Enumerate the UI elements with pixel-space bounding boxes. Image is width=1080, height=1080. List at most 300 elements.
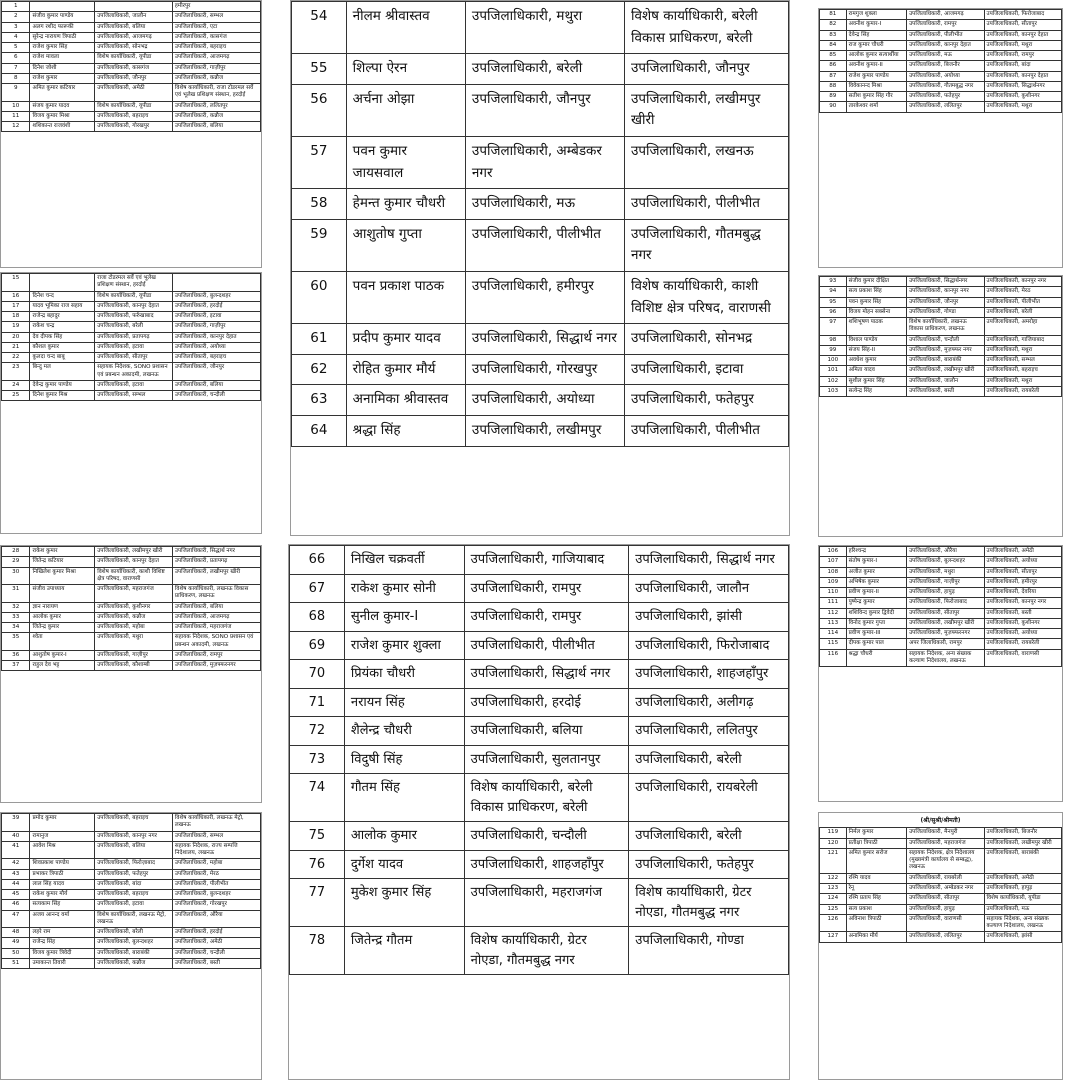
table-row (820, 848, 1062, 873)
new-posting: उपजिलाधिकारी, कन्नौज (172, 73, 260, 83)
serial-number: 4 (2, 32, 30, 42)
new-posting: उपजिलाधिकारी, गोण्डा (629, 927, 789, 975)
serial-number: 111 (820, 598, 847, 608)
current-posting: उपजिलाधिकारी, सिद्धार्थनगर (907, 277, 984, 287)
table-row (2, 910, 261, 928)
new-posting: विशेष कार्याधिकारी, ग्रेटर नोएडा, गौतमबुद्ध नगर (629, 879, 789, 927)
officer-name: राहुल देव भट्ट (30, 661, 95, 671)
table-row (2, 322, 261, 332)
table-row (820, 608, 1062, 618)
new-posting: उपजिलाधिकारी, सीतापुर (984, 567, 1061, 577)
current-posting: उपजिलाधिकारी, पीलीभीत (465, 219, 624, 271)
new-posting: उपजिलाधिकारी, चन्दौली (172, 948, 260, 958)
serial-number: 10 (2, 101, 30, 111)
serial-number: 51 (2, 958, 30, 968)
serial-number: 44 (2, 879, 30, 889)
serial-number: 119 (820, 828, 847, 838)
serial-number: 76 (290, 850, 345, 879)
new-posting: उपजिलाधिकारी, कासगंज (172, 32, 260, 42)
serial-number: 37 (2, 661, 30, 671)
table-row (292, 385, 789, 416)
table-row (2, 274, 261, 292)
serial-number: 115 (820, 639, 847, 649)
officer-name: आलोक कुमार (344, 822, 464, 851)
serial-number: 88 (820, 81, 847, 91)
current-posting: उपजिलाधिकारी, बिजनौर (907, 61, 984, 71)
serial-number: 8 (2, 73, 30, 83)
current-posting: उपजिलाधिकारी, सीतापुर (907, 894, 984, 904)
table-row (2, 332, 261, 342)
current-posting: उपजिलाधिकारी, मुज़फ्फर नगर (907, 345, 984, 355)
new-posting: उपजिलाधिकारी, बलिया (172, 602, 260, 612)
panel-8 (818, 275, 1063, 537)
current-posting: उपजिलाधिकारी, महोबा (95, 623, 173, 633)
officer-name: जितेन्द्र गौतम (344, 927, 464, 975)
new-posting: उपजिलाधिकारी, मेरठ (984, 287, 1061, 297)
new-posting: उपजिलाधिकारी, अमेठी (172, 938, 260, 948)
serial-number: 32 (2, 602, 30, 612)
table-row (2, 291, 261, 301)
current-posting: उपजिलाधिकारी, लखीमपुर खीरी (907, 366, 984, 376)
table-row (2, 111, 261, 121)
officer-name: शिल्पा ऐरन (346, 54, 465, 85)
table-row (292, 415, 789, 446)
serial-number: 100 (820, 356, 847, 366)
officer-name: पुष्पेन्द्र कुमार (846, 598, 907, 608)
officer-name: बिन्दु मल (30, 363, 95, 381)
serial-number: 125 (820, 904, 847, 914)
new-posting: उपजिलाधिकारी, बाराबंकी (984, 848, 1061, 873)
serial-number: 30 (2, 567, 30, 585)
table-row (290, 603, 789, 632)
table-row (820, 588, 1062, 598)
officer-name: दुर्गेश यादव (344, 850, 464, 879)
table-row (2, 301, 261, 311)
table-row (820, 618, 1062, 628)
table-row (820, 81, 1062, 91)
officer-name: संतोष कुमार-I (846, 557, 907, 567)
new-posting: उपजिलाधिकारी, बस्ती (984, 608, 1061, 618)
table-row (2, 557, 261, 567)
current-posting: उपजिलाधिकारी, सिद्धार्थ नगर (465, 324, 624, 355)
officer-name: संजय सिंह-II (846, 345, 907, 355)
table-row (820, 557, 1062, 567)
current-posting: उपजिलाधिकारी, कानपुर देहात (95, 301, 173, 311)
current-posting: उपजिलाधिकारी, शाहजहाँपुर (464, 850, 629, 879)
new-posting: उपजिलाधिकारी, अमेठी (984, 873, 1061, 883)
officer-name (30, 2, 95, 12)
table-row (2, 380, 261, 390)
table-row (2, 633, 261, 651)
officer-name: प्रवीण कुमार-II (846, 588, 907, 598)
officer-name: आशुतोष कुमार-I (30, 650, 95, 660)
table-row (2, 342, 261, 352)
serial-number: 23 (2, 363, 30, 381)
officer-name: सतीश कुमार सिंह गौर (846, 92, 907, 102)
serial-number: 54 (292, 2, 347, 54)
officer-name: राजेन्द्र बहादुर (30, 312, 95, 322)
current-posting: उपजिलाधिकारी, अयोध्या (465, 385, 624, 416)
new-posting: उपजिलाधिकारी, सोनभद्र (624, 324, 788, 355)
current-posting: उपजिलाधिकारी, गाजियाबाद (464, 546, 629, 575)
officer-name: निखिल चक्रवर्ती (344, 546, 464, 575)
officer-name: रामगुज शुक्ला (846, 10, 907, 20)
serial-number: 112 (820, 608, 847, 618)
serial-number: 93 (820, 277, 847, 287)
officer-name: प्रतीक्षा त्रिपाठी (846, 838, 907, 848)
current-posting: उपजिलाधिकारी, बरेली (465, 54, 624, 85)
table-row (2, 12, 261, 22)
officer-name: आवेश मिश्र (30, 841, 95, 859)
new-posting: उपजिलाधिकारी, बिजनौर (984, 828, 1061, 838)
table-row (820, 883, 1062, 893)
new-posting: उपजिलाधिकारी, रामपुर (984, 51, 1061, 61)
new-posting: उपजिलाधिकारी, पीलीभीत (984, 297, 1061, 307)
current-posting: उपजिलाधिकारी, लखीमपुर (465, 415, 624, 446)
serial-number: 35 (2, 633, 30, 651)
new-posting: उपजिलाधिकारी, लखीमपुर खीरी (172, 567, 260, 585)
new-posting: उपजिलाधिकारी, सम्भल (172, 12, 260, 22)
new-posting: उपजिलाधिकारी, बलिया (172, 122, 260, 132)
transfer-table (1, 1, 261, 132)
current-posting: उपजिलाधिकारी, रामपुर (464, 603, 629, 632)
table-row (2, 948, 261, 958)
table-row (820, 904, 1062, 914)
current-posting: उपजिलाधिकारी, सम्भल (95, 391, 173, 401)
officer-name: विजय कुमार त्रिवेदी (30, 948, 95, 958)
current-posting: उपजिलाधिकारी, आजमगढ़ (907, 10, 984, 20)
table-row (820, 277, 1062, 287)
new-posting: उपजिलाधिकारी, कानपुर देहात (984, 30, 1061, 40)
current-posting: उपजिलाधिकारी, इटावा (95, 342, 173, 352)
new-posting: उपजिलाधिकारी, हापुड़ (984, 883, 1061, 893)
officer-name: राजेन्द्र सिंह (30, 938, 95, 948)
new-posting: उपजिलाधिकारी, अमेठी (984, 547, 1061, 557)
new-posting: उपजिलाधिकारी, कानपुर देहात (172, 332, 260, 342)
serial-number: 86 (820, 61, 847, 71)
serial-number: 81 (820, 10, 847, 20)
current-posting: उपजिलाधिकारी, अयोध्या (907, 71, 984, 81)
new-posting: विशेष कार्याधिकारी, बरेली विकास प्राधिकरण, बरेली (624, 2, 788, 54)
panel-10 (818, 812, 1063, 1080)
current-posting: उपजिलाधिकारी, चन्दौली (907, 335, 984, 345)
table-row (820, 567, 1062, 577)
serial-number: 78 (290, 927, 345, 975)
current-posting: उपजिलाधिकारी, जालौन (907, 376, 984, 386)
officer-name: सत्य प्रकाश (846, 904, 907, 914)
table-row (290, 774, 789, 822)
table-row (820, 10, 1062, 20)
new-posting: उपजिलाधिकारी, बहराइच (984, 366, 1061, 376)
new-posting: उपजिलाधिकारी, औरैया (172, 910, 260, 928)
new-posting: उपजिलाधिकारी, फिरोजाबाद (629, 631, 789, 660)
new-posting: उपजिलाधिकारी, इटावा (624, 354, 788, 385)
current-posting: उपजिलाधिकारी, ललितपुर (907, 102, 984, 112)
serial-number: 45 (2, 890, 30, 900)
new-posting: उपजिलाधिकारी, झांसी (629, 603, 789, 632)
table-row (290, 631, 789, 660)
current-posting: विशेष कार्याधिकारी, यूपीडा (95, 291, 173, 301)
serial-number: 72 (290, 717, 345, 746)
current-posting: उपजिलाधिकारी, प्रतापगढ़ (95, 332, 173, 342)
officer-name: अभिषेक कुमार (846, 577, 907, 587)
table-row (2, 928, 261, 938)
current-posting: उपजिलाधिकारी, हापुड़ (907, 904, 984, 914)
current-posting: अपर जिलाधिकारी, रामपुर (907, 639, 984, 649)
officer-name: सत्य प्रकाश सिंह (846, 287, 907, 297)
current-posting: विशेष कार्याधिकारी, लखनऊ मेट्रो, लखनऊ (95, 910, 173, 928)
officer-name: लहरे राम (30, 928, 95, 938)
current-posting: उपजिलाधिकारी, गाज़ीपुर (95, 650, 173, 660)
serial-number: 59 (292, 219, 347, 271)
panel-2 (0, 272, 262, 534)
officer-name: दीपक कुमार पाल (846, 639, 907, 649)
serial-number: 89 (820, 92, 847, 102)
table-row (2, 831, 261, 841)
current-posting: उपजिलाधिकारी, जौनपुर (465, 84, 624, 136)
serial-number: 36 (2, 650, 30, 660)
table-row (820, 914, 1062, 932)
officer-name: हरिश्चन्द्र (846, 547, 907, 557)
current-posting: उपजिलाधिकारी, बुलन्दशहर (95, 938, 173, 948)
panel-3 (0, 545, 262, 803)
new-posting: उपजिलाधिकारी, फतेहपुर (629, 850, 789, 879)
table-row (820, 92, 1062, 102)
serial-number: 31 (2, 585, 30, 603)
serial-number: 116 (820, 649, 847, 667)
officer-name: दिनेश कुमार मिश्र (30, 391, 95, 401)
table-row (2, 63, 261, 73)
table-row (2, 32, 261, 42)
current-posting: उपजिलाधिकारी, बांदा (95, 879, 173, 889)
serial-number: 120 (820, 838, 847, 848)
serial-number: 73 (290, 745, 345, 774)
serial-number: 46 (2, 900, 30, 910)
current-posting: उपजिलाधिकारी, लखीमपुर खीरी (907, 618, 984, 628)
current-posting: विशेष कार्याधिकारी, बरेली विकास प्राधिकरण, बरेली (464, 774, 629, 822)
officer-name: अमिता यादव (846, 366, 907, 376)
table-row (290, 660, 789, 689)
current-posting: उपजिलाधिकारी, बाराबंकी (907, 356, 984, 366)
current-posting: विशेष कार्याधिकारी, ग्रेटर नोएडा, गौतमबुद्ध नगर (464, 927, 629, 975)
current-posting: उपजिलाधिकारी, महराजगंज (464, 879, 629, 927)
new-posting: विशेष कार्याधिकारी, यूपीडा (984, 894, 1061, 904)
table-row (820, 598, 1062, 608)
current-posting: उपजिलाधिकारी, मथुरा (465, 2, 624, 54)
new-posting: उपजिलाधिकारी, जालौन (629, 574, 789, 603)
table-row (2, 84, 261, 102)
serial-number: 69 (290, 631, 345, 660)
current-posting: उपजिलाधिकारी, फतेहपुर (907, 92, 984, 102)
table-row (820, 318, 1062, 336)
new-posting: उपजिलाधिकारी, मुज़फ्फरनगर (172, 661, 260, 671)
officer-name: रश्मि प्रताप सिंह (846, 894, 907, 904)
officer-name: राजेश कुमार सिंह (30, 43, 95, 53)
new-posting: उपजिलाधिकारी, बुलन्दशहर (172, 890, 260, 900)
officer-name: शशिकान्त राजवंशी (30, 122, 95, 132)
table-row (820, 61, 1062, 71)
current-posting: उपजिलाधिकारी, ललितपुर (907, 932, 984, 942)
new-posting: उपजिलाधिकारी, लखनऊ (624, 136, 788, 188)
officer-name: संजीव उपाध्याय (30, 585, 95, 603)
officer-name: तारकेश्वर शर्मा (846, 102, 907, 112)
current-posting: उपजिलाधिकारी, मऊ (907, 51, 984, 61)
officer-name: शिवप्रकाश पाण्डेय (30, 859, 95, 869)
serial-number: 107 (820, 557, 847, 567)
table-row (820, 366, 1062, 376)
transfer-table (1, 273, 261, 401)
new-posting: विशेष कार्याधिकारी, राजा टोडरमल सर्वे एवं भूलेख प्रशिक्षण संस्थान, हरदोई (172, 84, 260, 102)
panel-5 (290, 0, 790, 536)
serial-number: 75 (290, 822, 345, 851)
current-posting: उपजिलाधिकारी, बहराइच (95, 814, 173, 832)
serial-number: 96 (820, 307, 847, 317)
new-posting: उपजिलाधिकारी, लखीमपुर खीरी (624, 84, 788, 136)
new-posting: हमीरपुर (172, 2, 260, 12)
officer-name (30, 274, 95, 292)
officer-name: सत्यकाम सिंह (30, 900, 95, 910)
table-row (2, 391, 261, 401)
officer-name: कौशल कुमार (30, 342, 95, 352)
table-row (2, 890, 261, 900)
officer-name: नरायन सिंह (344, 688, 464, 717)
officer-name: सुनील कुमार-I (344, 603, 464, 632)
serial-number: 98 (820, 335, 847, 345)
new-posting: उपजिलाधिकारी, सम्भल (172, 831, 260, 841)
serial-number: 103 (820, 386, 847, 396)
serial-number: 34 (2, 623, 30, 633)
new-posting: उपजिलाधिकारी, चन्दौली (172, 391, 260, 401)
new-posting: उपजिलाधिकारी, गाज़ीपुर (172, 322, 260, 332)
new-posting: उपजिलाधिकारी, अयोध्या (172, 342, 260, 352)
officer-name: प्रमोद कुमार (30, 814, 95, 832)
serial-number: 62 (292, 354, 347, 385)
officer-name: रेनू (846, 883, 907, 893)
new-posting: उपजिलाधिकारी, सिद्धार्थ नगर (172, 547, 260, 557)
officer-name: गौतम सिंह (344, 774, 464, 822)
officer-name: प्रभाकर त्रिपाठी (30, 869, 95, 879)
table-row (2, 53, 261, 63)
serial-number: 94 (820, 287, 847, 297)
officer-name: अनामिका श्रीवास्तव (346, 385, 465, 416)
current-posting: उपजिलाधिकारी, हरदोई (464, 688, 629, 717)
current-posting: उपजिलाधिकारी, औरैया (907, 547, 984, 557)
current-posting: उपजिलाधिकारी, बलिया (95, 22, 173, 32)
serial-number: 84 (820, 40, 847, 50)
officer-name: विजय कुमार मिश्रा (30, 111, 95, 121)
officer-name: पवन कुमार सिंह (846, 297, 907, 307)
new-posting: उपजिलाधिकारी, हरदोई (172, 301, 260, 311)
officer-name: अवनीश कुमार-I (846, 20, 907, 30)
new-posting (172, 274, 260, 292)
table-row (290, 688, 789, 717)
current-posting: विशेष कार्याधिकारी, यूपीडा (95, 53, 173, 63)
officer-name: राकेश कुमार मौर्य (30, 890, 95, 900)
officer-name: आलोक कुमार सत्यार्थीया (846, 51, 907, 61)
table-row (2, 363, 261, 381)
serial-number: 74 (290, 774, 345, 822)
officer-name: प्रियंका चौधरी (344, 660, 464, 689)
officer-name: राज कुमार चौधरी (846, 40, 907, 50)
officer-name: जितेन्द्र कटियार (30, 557, 95, 567)
current-posting: उपजिलाधिकारी, सिद्धार्थ नगर (464, 660, 629, 689)
new-posting: उपजिलाधिकारी, मऊ (984, 904, 1061, 914)
current-posting: उपजिलाधिकारी, फिरोज़ाबाद (95, 859, 173, 869)
new-posting: उपजिलाधिकारी, रायबरेली (984, 639, 1061, 649)
serial-number: 20 (2, 332, 30, 342)
current-posting: उपजिलाधिकारी, कुशीनगर (95, 602, 173, 612)
serial-number: 33 (2, 612, 30, 622)
table-row (820, 547, 1062, 557)
new-posting: उपजिलाधिकारी, बस्ती (172, 958, 260, 968)
current-posting: उपजिलाधिकारी, लखीमपुर खीरी (95, 547, 173, 557)
current-posting: उपजिलाधिकारी, जौनपुर (95, 73, 173, 83)
new-posting: उपजिलाधिकारी, ललितपुर (629, 717, 789, 746)
table-row (290, 879, 789, 927)
table-row (2, 547, 261, 557)
officer-name: रामानुज (30, 831, 95, 841)
current-posting: उपजिलाधिकारी, मथुरा (95, 633, 173, 651)
new-posting: उपजिलाधिकारी, सिद्धार्थनगर (984, 81, 1061, 91)
current-posting: उपजिलाधिकारी, इटावा (95, 380, 173, 390)
serial-number: 22 (2, 353, 30, 363)
current-posting: उपजिलाधिकारी, मथुरा (907, 567, 984, 577)
new-posting: उपजिलाधिकारी, पीलीभीत (624, 415, 788, 446)
table-row (2, 938, 261, 948)
serial-number: 124 (820, 894, 847, 904)
officer-name: संजय कुमार यादव (30, 101, 95, 111)
table-row (2, 2, 261, 12)
serial-number: 47 (2, 910, 30, 928)
new-posting: उपजिलाधिकारी, बहराइच (172, 353, 260, 363)
serial-number: 82 (820, 20, 847, 30)
new-posting: उपजिलाधिकारी, हमीरपुर (984, 577, 1061, 587)
new-posting: उपजिलाधिकारी, शाहजहाँपुर (629, 660, 789, 689)
serial-number: 127 (820, 932, 847, 942)
current-posting: उपजिलाधिकारी, कासगंज (95, 63, 173, 73)
table-row (292, 2, 789, 54)
officer-name: रोहित कुमार मौर्य (346, 354, 465, 385)
current-posting: उपजिलाधिकारी, बहराइच (95, 111, 173, 121)
officer-name: लाल सिंह यादव (30, 879, 95, 889)
officer-name: अर्चना ओझा (346, 84, 465, 136)
table-row (2, 22, 261, 32)
serial-number: 49 (2, 938, 30, 948)
officer-name: शैलेन्द्र चौधरी (344, 717, 464, 746)
table-header: (श्री/सुश्री/श्रीमती) (920, 817, 961, 824)
table-row (820, 894, 1062, 904)
serial-number: 48 (2, 928, 30, 938)
new-posting: उपजिलाधिकारी, सिद्धार्थ नगर (629, 546, 789, 575)
table-row (290, 574, 789, 603)
serial-number: 40 (2, 831, 30, 841)
officer-name: प्रदीप कुमार यादव (346, 324, 465, 355)
officer-name: पवन प्रकाश पाठक (346, 271, 465, 323)
table-row (820, 577, 1062, 587)
serial-number: 5 (2, 43, 30, 53)
table-row (290, 546, 789, 575)
current-posting: उपजिलाधिकारी, आजमगढ़ (95, 32, 173, 42)
serial-number: 122 (820, 873, 847, 883)
officer-name: राकेश कुमार (30, 547, 95, 557)
new-posting: उपजिलाधिकारी, अयोध्या (984, 629, 1061, 639)
officer-name: सत्येन्द्र सिंह (846, 386, 907, 396)
serial-number: 2 (2, 12, 30, 22)
serial-number: 15 (2, 274, 30, 292)
officer-name: श्रद्धा चौधरी (846, 649, 907, 667)
new-posting: उपजिलाधिकारी, पीलीभीत (624, 189, 788, 220)
table-row (2, 353, 261, 363)
